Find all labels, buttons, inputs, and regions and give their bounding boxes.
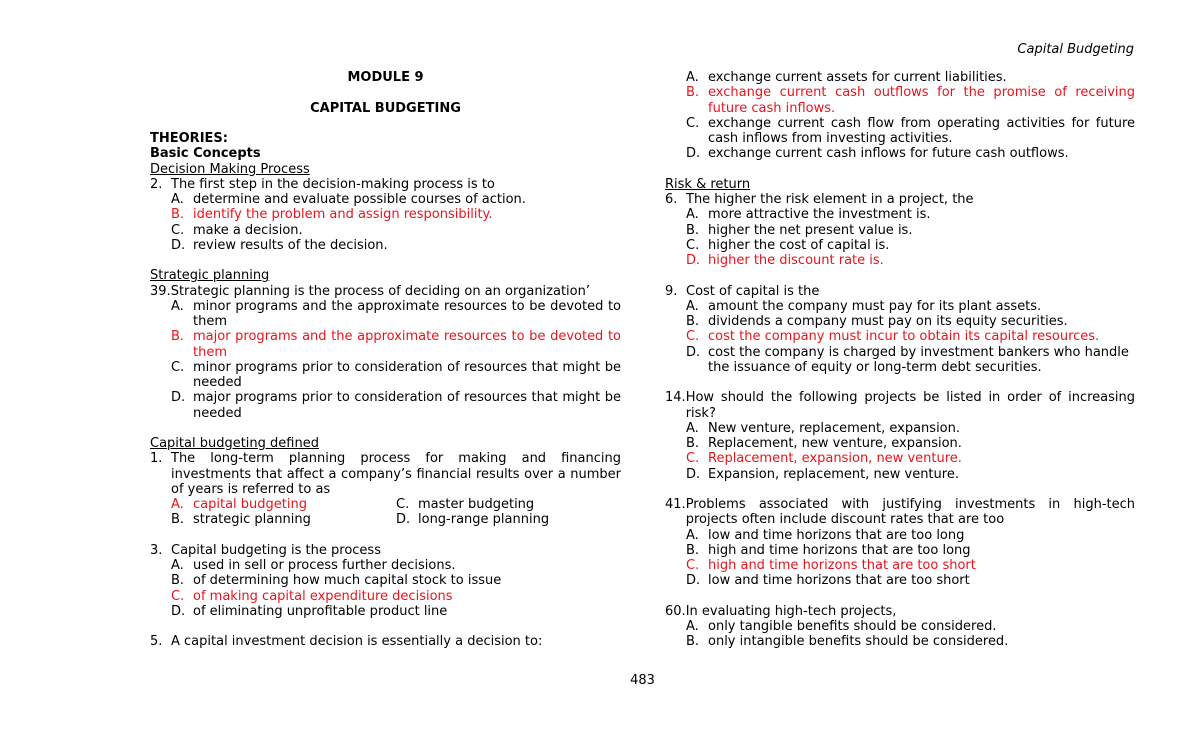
option — [396, 497, 621, 512]
option-text: Expansion, replacement, new venture. — [708, 466, 959, 482]
option — [171, 360, 621, 391]
option-letter: B. — [171, 329, 185, 345]
left-column — [150, 70, 621, 650]
option-letter: B. — [686, 314, 700, 329]
option-text: minor programs and the approximate resources to be devoted to them — [193, 298, 621, 329]
option-letter: C. — [171, 222, 185, 238]
option — [686, 467, 1135, 482]
option-text: of determining how much capital stock to issue — [193, 573, 502, 589]
option — [686, 528, 1135, 543]
option-correct — [686, 329, 1135, 344]
option-letter: D. — [686, 344, 701, 360]
option — [171, 604, 621, 619]
option — [686, 238, 1135, 253]
option-letter: A. — [171, 192, 184, 207]
question — [150, 451, 621, 497]
option-text: major programs and the approximate resources to be devoted to them — [193, 329, 621, 360]
option — [686, 223, 1135, 238]
option-text: long-range planning — [418, 512, 550, 528]
question — [150, 543, 621, 558]
option-correct — [686, 253, 1135, 268]
option-text: Replacement, new venture, expansion. — [708, 436, 962, 451]
option — [686, 314, 1135, 329]
option-text: dividends a company must pay on its equity securities. — [708, 314, 1068, 329]
option-letter: C. — [171, 359, 185, 375]
option — [686, 116, 1135, 147]
option-letter: B. — [171, 512, 185, 528]
question — [665, 284, 1135, 299]
option — [171, 512, 396, 527]
option-correct — [171, 497, 396, 512]
option-letter: B. — [171, 573, 185, 589]
option-text: amount the company must pay for its plant assets. — [708, 298, 1042, 314]
option-correct — [686, 558, 1135, 573]
option-letter: A. — [171, 558, 184, 573]
question-text: In evaluating high-tech projects, — [685, 603, 897, 619]
option-letter: A. — [686, 298, 699, 314]
option-text: low and time horizons that are too short — [708, 573, 970, 589]
option-row — [171, 512, 621, 527]
module-label: MODULE 9 — [347, 70, 424, 85]
option-text: review results of the decision. — [193, 237, 388, 253]
option-text: higher the discount rate is. — [708, 253, 884, 268]
option-letter: C. — [396, 497, 410, 512]
option-text: cost the company must incur to obtain its capital resources. — [708, 329, 1100, 345]
option-text: higher the cost of capital is. — [708, 237, 890, 253]
option-text: exchange current assets for current liabilities. — [708, 70, 1007, 85]
option-correct — [686, 451, 1135, 466]
option-text: New venture, replacement, expansion. — [708, 420, 961, 436]
option-text: higher the net present value is. — [708, 222, 913, 238]
option-text: master budgeting — [418, 497, 535, 512]
option-text: Replacement, expansion, new venture. — [708, 451, 962, 467]
option-letter: D. — [396, 512, 411, 528]
option-letter: A. — [171, 497, 184, 512]
question — [150, 284, 621, 299]
question-number: 1. — [150, 451, 163, 467]
option — [686, 543, 1135, 558]
question — [665, 604, 1135, 619]
question-number: 6. — [665, 192, 678, 207]
option-letter: C. — [686, 237, 700, 253]
option-letter: B. — [686, 222, 700, 238]
option-text: major programs prior to consideration of resources that might be needed — [193, 390, 621, 421]
question-text: Problems associated with justifying investments in high-tech projects often include discount rates that are too — [685, 497, 1135, 528]
option-correct — [171, 207, 621, 222]
option — [686, 573, 1135, 588]
option-letter: D. — [171, 390, 186, 406]
option-correct — [171, 329, 621, 360]
option-letter: D. — [686, 573, 701, 589]
option-letter: D. — [686, 146, 701, 162]
option-correct — [686, 85, 1135, 116]
option-letter: B. — [686, 436, 700, 451]
option — [686, 70, 1135, 85]
option-text: of making capital expenditure decisions — [193, 588, 453, 604]
question-number: 60. — [665, 603, 686, 619]
page-number: 483 — [630, 673, 655, 688]
option — [171, 573, 621, 588]
question-text: The long-term planning process for making and financing investments that affect a company’s financial results over a number of years is referred to as — [171, 451, 621, 497]
option-letter: C. — [686, 329, 700, 345]
question — [150, 177, 621, 192]
question-number: 5. — [150, 634, 163, 650]
option — [686, 345, 1135, 376]
option-text: capital budgeting — [193, 497, 307, 512]
option — [686, 436, 1135, 451]
section-heading: Decision Making Process — [150, 161, 310, 177]
right-column — [665, 70, 1135, 650]
question-number: 14. — [665, 390, 686, 406]
section-heading: Strategic planning — [150, 268, 270, 284]
option-text: exchange current cash flow from operating activities for future cash inflows from investing activities. — [708, 115, 1135, 146]
question-number: 39. — [150, 283, 171, 299]
question-text: The higher the risk element in a project, the — [686, 192, 974, 207]
option-text: make a decision. — [193, 222, 303, 238]
option-text: more attractive the investment is. — [708, 207, 931, 223]
option-text: only intangible benefits should be considered. — [708, 634, 1009, 650]
basic-concepts-heading: Basic Concepts — [150, 146, 261, 162]
option-letter: A. — [686, 619, 699, 634]
option-letter: A. — [171, 298, 184, 314]
option — [171, 390, 621, 421]
question-number: 3. — [150, 542, 163, 558]
option — [171, 223, 621, 238]
option-row — [171, 497, 621, 512]
question — [665, 192, 1135, 207]
option-letter: D. — [686, 466, 701, 482]
option-letter: B. — [171, 207, 185, 223]
option — [171, 192, 621, 207]
option-letter: B. — [686, 542, 700, 558]
option-letter: A. — [686, 420, 699, 436]
question-text: Cost of capital is the — [686, 283, 820, 299]
option — [686, 299, 1135, 314]
option-text: cost the company is charged by investment bankers who handle the issuance of equity or long-term debt securities. — [708, 344, 1129, 375]
section-heading: Risk & return — [665, 176, 751, 192]
option — [396, 512, 621, 527]
option — [686, 634, 1135, 649]
question — [150, 634, 621, 649]
option — [171, 299, 621, 330]
option-letter: C. — [686, 115, 700, 131]
option-letter: A. — [686, 527, 699, 543]
option-text: identify the problem and assign responsibility. — [193, 207, 493, 223]
option-letter: A. — [686, 70, 699, 85]
option — [171, 558, 621, 573]
option-text: only tangible benefits should be considered. — [708, 619, 997, 634]
option — [686, 619, 1135, 634]
option-letter: A. — [686, 207, 699, 223]
question — [665, 390, 1135, 421]
option-text: high and time horizons that are too short — [708, 558, 976, 573]
option-letter: C. — [686, 558, 700, 573]
running-header: Capital Budgeting — [1017, 42, 1134, 57]
option-text: high and time horizons that are too long — [708, 542, 971, 558]
option-text: minor programs prior to consideration of resources that might be needed — [193, 359, 621, 390]
document-title: CAPITAL BUDGETING — [310, 100, 461, 116]
option-correct — [171, 589, 621, 604]
theories-heading: THEORIES: — [150, 131, 228, 146]
question-number: 2. — [150, 176, 163, 192]
question-text: How should the following projects be listed in order of increasing risk? — [685, 390, 1135, 421]
option-text: exchange current cash outflows for the promise of receiving future cash inflows. — [708, 85, 1135, 116]
option — [171, 238, 621, 253]
option-text: determine and evaluate possible courses of action. — [193, 192, 526, 207]
option-text: exchange current cash inflows for future cash outflows. — [708, 146, 1069, 162]
option — [686, 146, 1135, 161]
option-letter: C. — [171, 588, 185, 604]
option — [686, 421, 1135, 436]
section-heading: Capital budgeting defined — [150, 436, 319, 451]
option-letter: B. — [686, 634, 700, 650]
option-letter: D. — [171, 603, 186, 619]
option-text: strategic planning — [193, 512, 311, 528]
question-number: 9. — [665, 283, 678, 299]
question — [665, 497, 1135, 528]
option-letter: D. — [686, 253, 701, 268]
question-number: 41. — [665, 497, 686, 512]
option-letter: C. — [686, 451, 700, 467]
question-text: Capital budgeting is the process — [171, 542, 381, 558]
question-text: The first step in the decision-making process is to — [171, 176, 495, 192]
option-letter: D. — [171, 237, 186, 253]
question-text: A capital investment decision is essentially a decision to: — [171, 634, 543, 650]
question-text: Strategic planning is the process of deciding on an organization’ — [170, 283, 590, 299]
option-text: used in sell or process further decisions. — [193, 558, 456, 573]
option-text: low and time horizons that are too long — [708, 527, 965, 543]
option-letter: B. — [686, 85, 700, 101]
option — [686, 207, 1135, 222]
option-text: of eliminating unprofitable product line — [193, 603, 448, 619]
